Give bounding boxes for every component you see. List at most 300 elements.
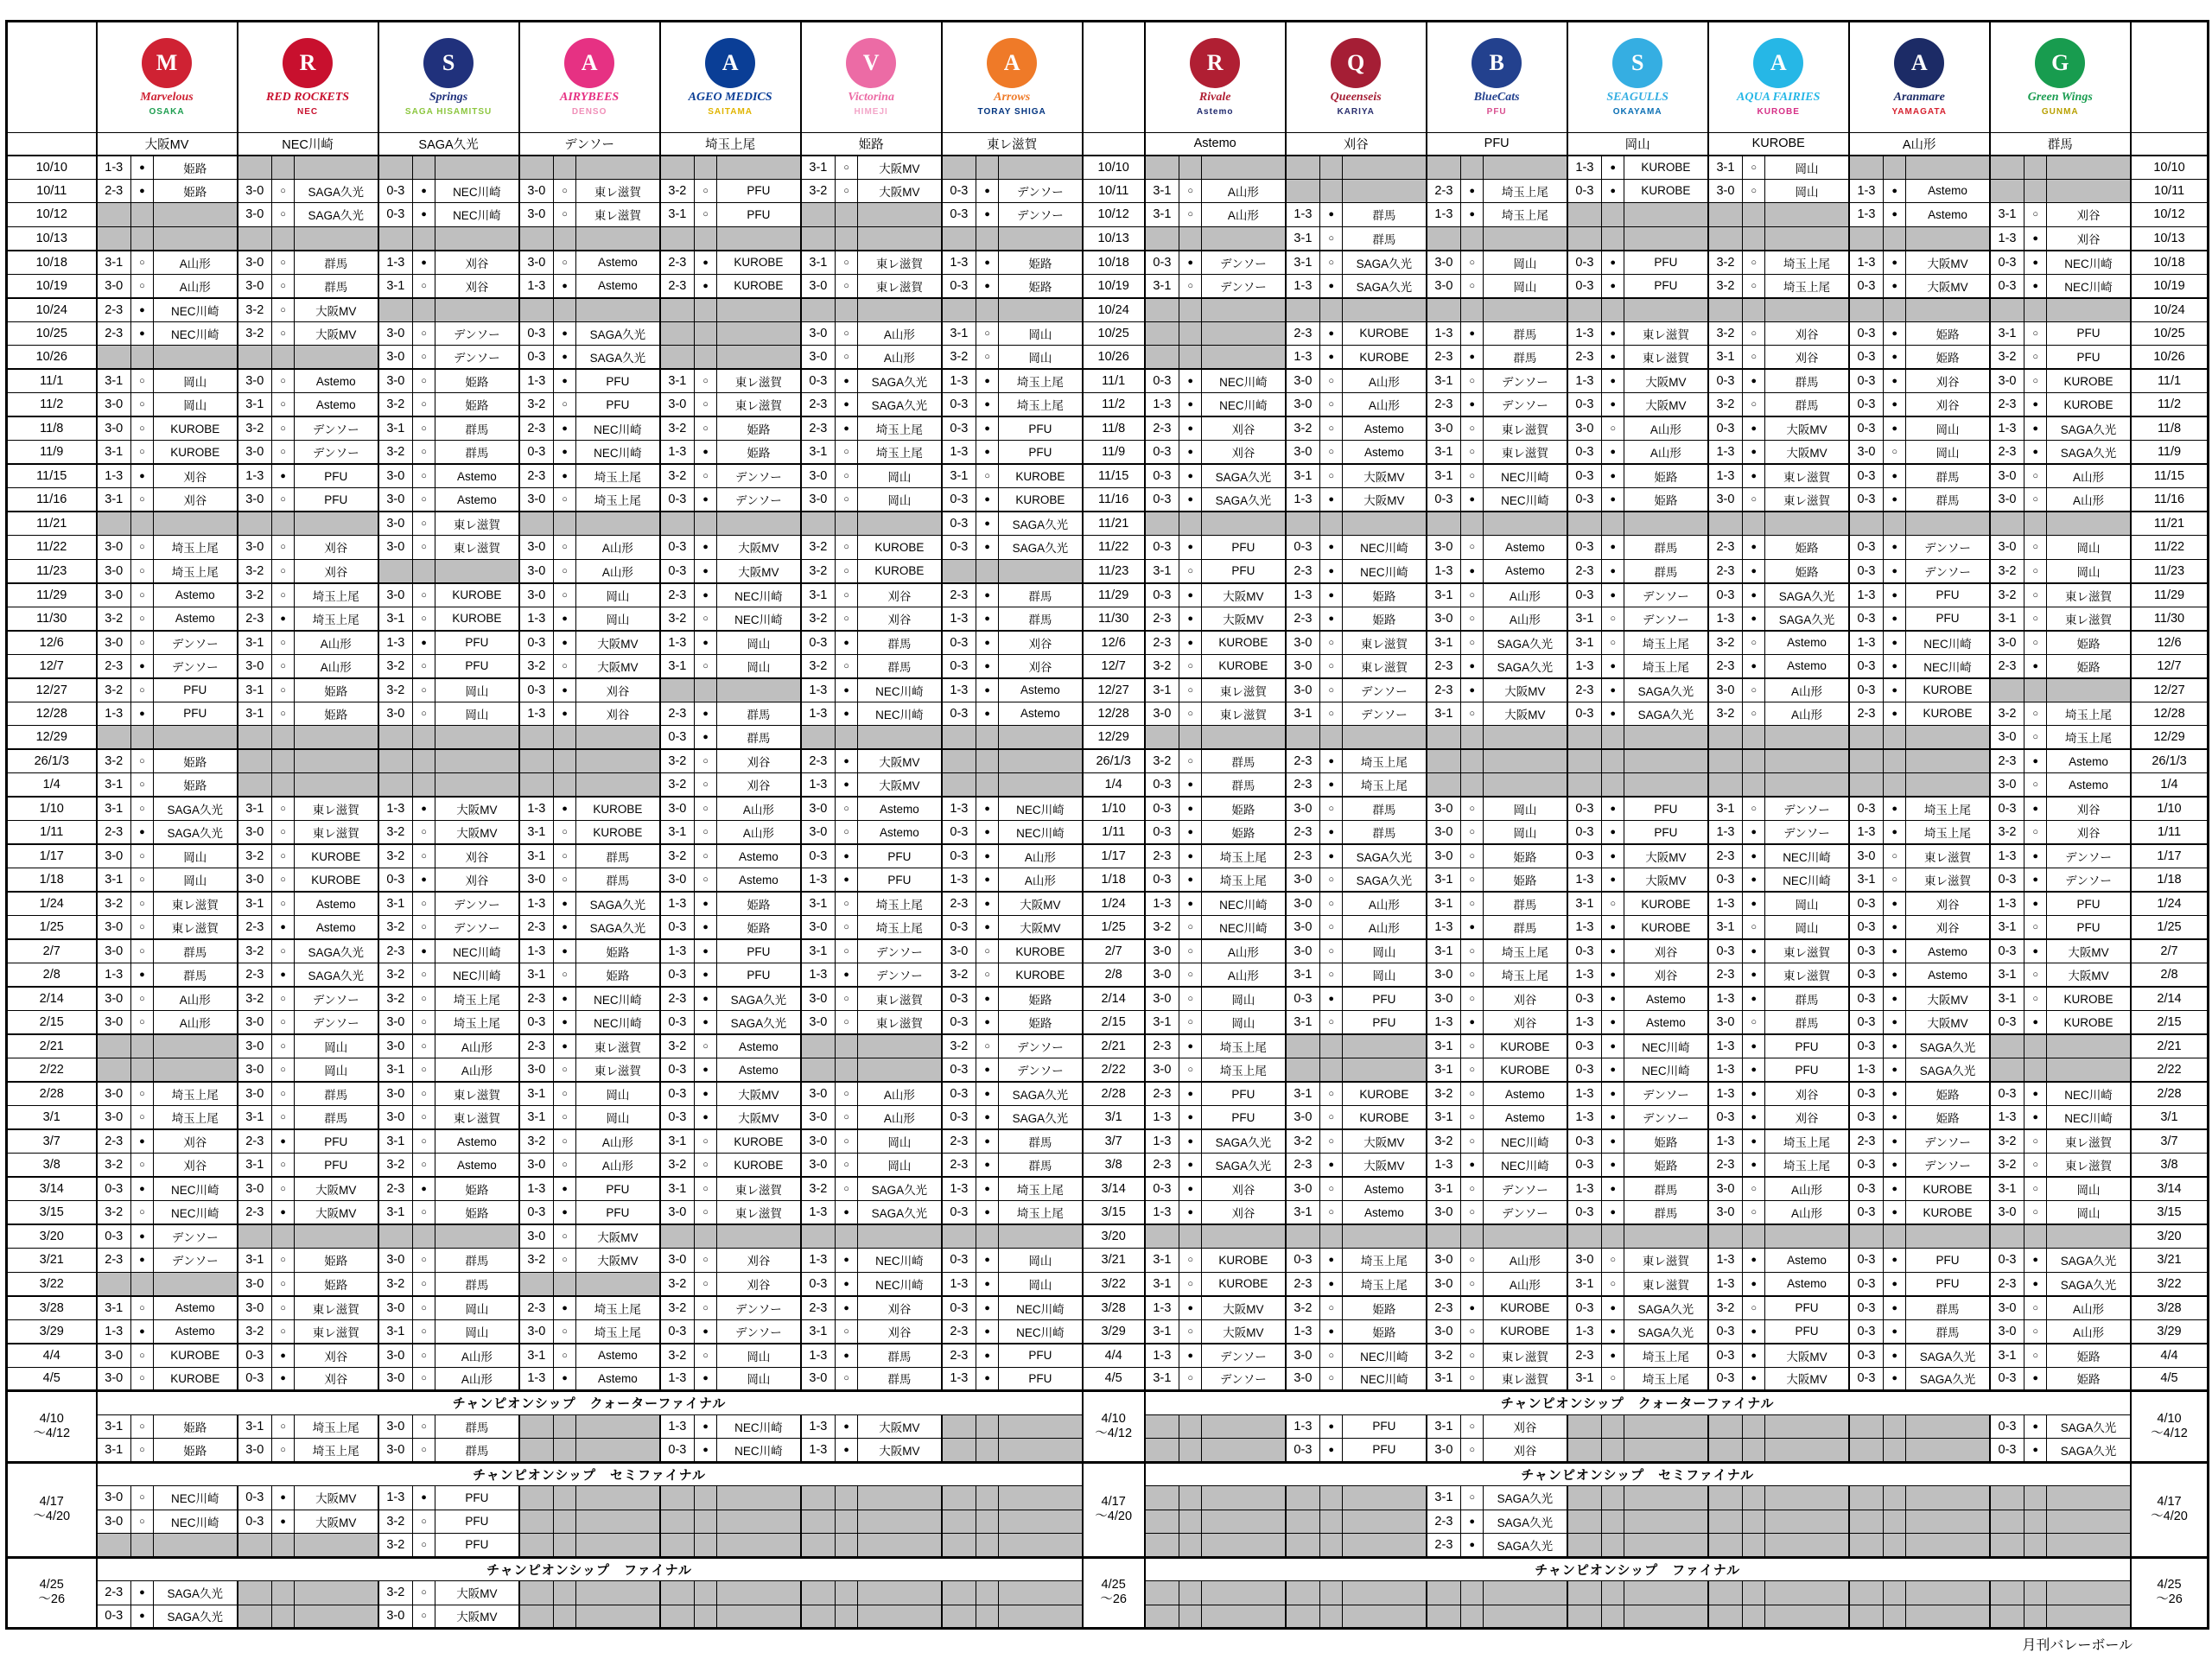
result-marker: ● xyxy=(1179,488,1202,512)
score-cell: 3-0 xyxy=(1427,536,1461,560)
score-cell: 3-2 xyxy=(1708,631,1743,655)
result-marker: ● xyxy=(1320,1439,1343,1463)
score-cell xyxy=(801,298,836,322)
result-marker: ○ xyxy=(131,1439,154,1463)
opponent-cell: SAGA久光 xyxy=(1624,1319,1708,1344)
score-cell: 0-3 xyxy=(1567,393,1602,417)
result-marker: ● xyxy=(1602,1011,1624,1035)
score-cell: 3-0 xyxy=(1427,963,1461,988)
result-marker: ● xyxy=(1461,1011,1484,1035)
result-marker: ● xyxy=(1743,1034,1765,1058)
result-marker: ○ xyxy=(131,631,154,655)
result-marker: ● xyxy=(976,797,999,821)
score-cell: 2-3 xyxy=(1145,631,1179,655)
score-cell: 1-3 xyxy=(801,1344,836,1368)
result-marker: ● xyxy=(695,1414,717,1439)
date-cell-left: 10/18 xyxy=(7,251,97,275)
opponent-cell: 大阪MV xyxy=(717,559,801,583)
opponent-cell: 群馬 xyxy=(1906,1296,1990,1320)
opponent-cell xyxy=(1765,512,1849,536)
score-cell xyxy=(1145,298,1179,322)
score-cell: 2-3 xyxy=(660,583,695,607)
result-marker: ○ xyxy=(131,939,154,963)
score-cell xyxy=(1567,726,1602,750)
result-marker: ● xyxy=(1884,464,1906,488)
score-cell xyxy=(1286,1534,1320,1558)
opponent-cell: NEC川崎 xyxy=(576,987,660,1011)
score-cell xyxy=(1849,1605,1884,1629)
score-cell: 3-0 xyxy=(1427,1249,1461,1273)
score-cell: 2-3 xyxy=(1286,821,1320,845)
score-cell xyxy=(1567,1224,1602,1249)
result-marker: ○ xyxy=(836,797,858,821)
opponent-cell: KUROBE xyxy=(2047,987,2131,1011)
score-cell: 3-0 xyxy=(1427,1272,1461,1296)
toray-shiga-logo xyxy=(943,38,1082,117)
score-cell: 3-2 xyxy=(97,1154,131,1178)
result-marker: ○ xyxy=(836,488,858,512)
score-cell: 0-3 xyxy=(942,631,976,655)
opponent-cell: 群馬 xyxy=(1484,346,1567,370)
date-cell-right: 3/15 xyxy=(2131,1201,2209,1225)
result-marker: ○ xyxy=(272,987,295,1011)
opponent-cell xyxy=(717,678,801,702)
result-marker: ● xyxy=(1179,1034,1202,1058)
date-cell-left: 2/28 xyxy=(7,1082,97,1106)
result-marker: ○ xyxy=(413,583,435,607)
score-cell: 2-3 xyxy=(1427,1534,1461,1558)
opponent-cell: 群馬 xyxy=(1624,1201,1708,1225)
opponent-cell xyxy=(999,559,1083,583)
result-marker: ○ xyxy=(1602,1272,1624,1296)
result-marker: ○ xyxy=(2024,464,2047,488)
date-cell-mid: 3/7 xyxy=(1083,1129,1145,1154)
score-cell: 0-3 xyxy=(942,179,976,203)
opponent-cell: Astemo xyxy=(717,1034,801,1058)
opponent-cell: 東レ滋賀 xyxy=(2047,1154,2131,1178)
date-cell-mid: 11/1 xyxy=(1083,369,1145,393)
result-marker: ● xyxy=(1743,464,1765,488)
opponent-cell xyxy=(1202,1486,1286,1510)
score-cell: 0-3 xyxy=(1567,274,1602,298)
result-marker: ○ xyxy=(413,416,435,441)
opponent-cell: 岡山 xyxy=(717,654,801,678)
result-marker: ● xyxy=(2024,274,2047,298)
opponent-cell: SAGA久光 xyxy=(576,346,660,370)
score-cell: 2-3 xyxy=(1145,1082,1179,1106)
result-marker: ● xyxy=(1179,1106,1202,1130)
score-cell: 3-1 xyxy=(1849,868,1884,893)
opponent-cell: A山形 xyxy=(999,868,1083,893)
result-marker: ○ xyxy=(272,1414,295,1439)
result-marker xyxy=(1179,1486,1202,1510)
result-marker: ● xyxy=(1179,1129,1202,1154)
score-cell xyxy=(801,1510,836,1534)
result-marker: ○ xyxy=(695,464,717,488)
score-cell: 2-3 xyxy=(378,1177,413,1201)
result-marker xyxy=(413,726,435,750)
result-marker: ● xyxy=(1884,1154,1906,1178)
date-cell-right: 4/4 xyxy=(2131,1344,2209,1368)
date-cell-left: 2/22 xyxy=(7,1058,97,1083)
result-marker: ○ xyxy=(1320,369,1343,393)
score-cell xyxy=(660,1224,695,1249)
opponent-cell: 大阪MV xyxy=(1484,702,1567,726)
result-marker: ○ xyxy=(1461,1129,1484,1154)
result-marker: ● xyxy=(131,179,154,203)
opponent-cell: SAGA久光 xyxy=(154,797,238,821)
opponent-cell: 岡山 xyxy=(1906,416,1990,441)
opponent-cell: Astemo xyxy=(154,1296,238,1320)
result-marker xyxy=(836,1534,858,1558)
opponent-cell: NEC川崎 xyxy=(1343,536,1427,560)
score-cell: 3-2 xyxy=(1708,321,1743,346)
result-marker: ● xyxy=(1743,987,1765,1011)
result-marker: ● xyxy=(2024,797,2047,821)
result-marker: ● xyxy=(2024,1367,2047,1391)
result-marker: ○ xyxy=(554,559,576,583)
result-marker: ● xyxy=(1179,797,1202,821)
score-cell: 3-1 xyxy=(660,1177,695,1201)
result-marker: ○ xyxy=(1461,892,1484,916)
opponent-cell: A山形 xyxy=(1202,203,1286,227)
result-marker: ○ xyxy=(1743,346,1765,370)
opponent-cell: Astemo xyxy=(1484,1106,1567,1130)
opponent-cell: 刈谷 xyxy=(435,274,519,298)
result-marker xyxy=(554,298,576,322)
result-marker: ○ xyxy=(1179,1272,1202,1296)
score-cell xyxy=(660,1534,695,1558)
opponent-cell: Astemo xyxy=(1906,939,1990,963)
result-marker: ● xyxy=(1602,583,1624,607)
score-cell: 0-3 xyxy=(1286,536,1320,560)
opponent-cell: PFU xyxy=(1906,1272,1990,1296)
score-cell: 1-3 xyxy=(1708,464,1743,488)
team-name-gunma: 群馬 xyxy=(1990,133,2131,156)
result-marker: ○ xyxy=(1461,821,1484,845)
result-marker: ○ xyxy=(1179,749,1202,773)
opponent-cell: 埼玉上尾 xyxy=(858,416,942,441)
opponent-cell: A山形 xyxy=(1484,1249,1567,1273)
score-cell xyxy=(1849,156,1884,180)
osaka-mv-logo-subtext: OSAKA xyxy=(149,107,185,117)
opponent-cell: KUROBE xyxy=(1484,1319,1567,1344)
opponent-cell: KUROBE xyxy=(295,868,378,893)
opponent-cell: 大阪MV xyxy=(295,321,378,346)
result-marker xyxy=(695,346,717,370)
result-marker: ○ xyxy=(413,464,435,488)
score-cell: 1-3 xyxy=(519,1177,554,1201)
score-cell xyxy=(1990,1058,2024,1083)
result-marker: ● xyxy=(1743,963,1765,988)
opponent-cell: 群馬 xyxy=(1343,821,1427,845)
opponent-cell: デンソー xyxy=(1484,369,1567,393)
result-marker: ● xyxy=(1320,821,1343,845)
date-cell-right: 1/24 xyxy=(2131,892,2209,916)
himeji-logo-icon: V xyxy=(846,38,896,88)
opponent-cell: 岡山 xyxy=(1765,156,1849,180)
score-cell: 3-2 xyxy=(378,393,413,417)
score-cell xyxy=(942,1534,976,1558)
score-cell xyxy=(942,1510,976,1534)
date-cell-left: 4/4 xyxy=(7,1344,97,1368)
opponent-cell: デンソー xyxy=(858,963,942,988)
score-cell xyxy=(801,1058,836,1083)
score-cell: 3-2 xyxy=(801,607,836,631)
opponent-cell: 東レ滋賀 xyxy=(295,821,378,845)
score-cell xyxy=(97,226,131,251)
opponent-cell: A山形 xyxy=(858,321,942,346)
opponent-cell: 埼玉上尾 xyxy=(1202,844,1286,868)
opponent-cell xyxy=(2047,1581,2131,1605)
score-cell: 3-1 xyxy=(1145,1011,1179,1035)
opponent-cell: 姫路 xyxy=(2047,631,2131,655)
opponent-cell: 大阪MV xyxy=(1343,464,1427,488)
score-cell xyxy=(660,1581,695,1605)
kurobe-logo-icon: A xyxy=(1753,38,1803,88)
result-marker: ● xyxy=(1179,536,1202,560)
opponent-cell: 姫路 xyxy=(1624,488,1708,512)
score-cell: 0-3 xyxy=(1849,797,1884,821)
result-marker: ● xyxy=(1320,346,1343,370)
score-cell: 3-2 xyxy=(378,1581,413,1605)
opponent-cell: 埼玉上尾 xyxy=(1765,1154,1849,1178)
result-marker: ● xyxy=(695,488,717,512)
opponent-cell xyxy=(154,726,238,750)
opponent-cell: 群馬 xyxy=(435,1439,519,1463)
score-cell: 1-3 xyxy=(1990,892,2024,916)
result-marker xyxy=(1461,1581,1484,1605)
result-marker xyxy=(413,559,435,583)
result-marker xyxy=(413,773,435,798)
result-marker: ○ xyxy=(131,583,154,607)
opponent-cell: NEC川崎 xyxy=(999,1319,1083,1344)
score-cell: 1-3 xyxy=(97,1319,131,1344)
score-cell: 0-3 xyxy=(660,726,695,750)
opponent-cell: Astemo xyxy=(1906,179,1990,203)
score-cell: 2-3 xyxy=(1145,1034,1179,1058)
opponent-cell xyxy=(1343,1486,1427,1510)
score-cell: 3-2 xyxy=(660,1154,695,1178)
opponent-cell: NEC川崎 xyxy=(154,298,238,322)
opponent-cell: 姫路 xyxy=(717,916,801,940)
date-cell-right: 1/17 xyxy=(2131,844,2209,868)
opponent-cell: 東レ滋賀 xyxy=(717,393,801,417)
result-marker xyxy=(2024,298,2047,322)
score-cell xyxy=(1849,749,1884,773)
opponent-cell: 大阪MV xyxy=(1765,416,1849,441)
result-marker: ○ xyxy=(2024,1154,2047,1178)
result-marker: ● xyxy=(1179,464,1202,488)
saga-hisamitsu-logo-cell xyxy=(378,22,519,133)
score-cell: 3-0 xyxy=(97,844,131,868)
opponent-cell: 姫路 xyxy=(717,441,801,465)
opponent-cell xyxy=(1202,1224,1286,1249)
opponent-cell: 刈谷 xyxy=(1202,1177,1286,1201)
opponent-cell xyxy=(1484,773,1567,798)
opponent-cell: 埼玉上尾 xyxy=(858,916,942,940)
result-marker: ● xyxy=(1320,559,1343,583)
score-cell: 2-3 xyxy=(1427,393,1461,417)
score-cell xyxy=(942,156,976,180)
result-marker: ● xyxy=(976,1082,999,1106)
opponent-cell xyxy=(1906,298,1990,322)
score-cell xyxy=(1145,726,1179,750)
score-cell xyxy=(801,1605,836,1629)
opponent-cell: 姫路 xyxy=(1906,1106,1990,1130)
score-cell xyxy=(1990,156,2024,180)
result-marker: ● xyxy=(131,1129,154,1154)
score-cell: 0-3 xyxy=(1567,441,1602,465)
score-cell: 3-1 xyxy=(1145,274,1179,298)
opponent-cell xyxy=(1765,1224,1849,1249)
score-cell: 1-3 xyxy=(1286,488,1320,512)
score-cell: 0-3 xyxy=(1567,702,1602,726)
score-cell xyxy=(1286,1224,1320,1249)
opponent-cell: NEC川崎 xyxy=(858,1272,942,1296)
result-marker: ○ xyxy=(1461,251,1484,275)
score-cell xyxy=(942,726,976,750)
opponent-cell: A山形 xyxy=(435,1367,519,1391)
opponent-cell: KUROBE xyxy=(576,821,660,845)
nec-kawasaki-logo-text: RED ROCKETS xyxy=(266,91,350,104)
result-marker: ● xyxy=(1320,321,1343,346)
opponent-cell: 刈谷 xyxy=(858,607,942,631)
result-marker: ● xyxy=(1320,987,1343,1011)
opponent-cell: NEC川崎 xyxy=(1765,844,1849,868)
score-cell: 1-3 xyxy=(519,369,554,393)
date-cell-mid: 1/18 xyxy=(1083,868,1145,893)
result-marker: ● xyxy=(1743,583,1765,607)
opponent-cell: 岡山 xyxy=(2047,1177,2131,1201)
result-marker xyxy=(1884,726,1906,750)
opponent-cell: Astemo xyxy=(1765,1272,1849,1296)
result-marker: ○ xyxy=(2024,607,2047,631)
result-marker: ○ xyxy=(2024,559,2047,583)
result-marker: ● xyxy=(272,464,295,488)
result-marker xyxy=(131,1058,154,1083)
opponent-cell: 埼玉上尾 xyxy=(576,1319,660,1344)
result-marker: ○ xyxy=(413,1414,435,1439)
score-cell: 3-1 xyxy=(1427,702,1461,726)
score-cell: 3-2 xyxy=(1990,559,2024,583)
result-marker: ○ xyxy=(836,274,858,298)
result-marker xyxy=(1461,156,1484,180)
score-cell: 1-3 xyxy=(97,156,131,180)
opponent-cell: 群馬 xyxy=(1343,203,1427,227)
score-cell: 3-0 xyxy=(378,1011,413,1035)
opponent-cell xyxy=(1765,1510,1849,1534)
opponent-cell: A山形 xyxy=(576,1154,660,1178)
result-marker xyxy=(1884,1486,1906,1510)
score-cell xyxy=(97,346,131,370)
score-cell: 3-1 xyxy=(1286,702,1320,726)
score-cell: 3-1 xyxy=(1286,963,1320,988)
date-cell-left: 2/7 xyxy=(7,939,97,963)
result-marker xyxy=(976,1510,999,1534)
opponent-cell xyxy=(1343,1510,1427,1534)
date-cell-left: 2/14 xyxy=(7,987,97,1011)
date-cell-left: 3/29 xyxy=(7,1319,97,1344)
score-cell: 3-2 xyxy=(378,1154,413,1178)
score-cell: 3-0 xyxy=(1990,1296,2024,1320)
score-cell xyxy=(1145,512,1179,536)
opponent-cell: 大阪MV xyxy=(858,179,942,203)
score-cell: 3-0 xyxy=(378,702,413,726)
opponent-cell: 東レ滋賀 xyxy=(858,1011,942,1035)
result-marker: ● xyxy=(976,1201,999,1225)
score-cell: 0-3 xyxy=(1849,1106,1884,1130)
opponent-cell: 東レ滋賀 xyxy=(295,797,378,821)
opponent-cell: 東レ滋賀 xyxy=(576,203,660,227)
result-marker: ○ xyxy=(1743,1177,1765,1201)
score-cell: 3-2 xyxy=(238,416,272,441)
opponent-cell: 群馬 xyxy=(1624,536,1708,560)
opponent-cell: 埼玉上尾 xyxy=(1343,773,1427,798)
result-marker xyxy=(554,1534,576,1558)
opponent-cell: 埼玉上尾 xyxy=(1624,1344,1708,1368)
date-cell-left: 1/11 xyxy=(7,821,97,845)
result-marker xyxy=(1179,1534,1202,1558)
score-cell: 3-1 xyxy=(1427,1486,1461,1510)
opponent-cell: 刈谷 xyxy=(1906,916,1990,940)
opponent-cell: SAGA久光 xyxy=(1343,844,1427,868)
result-marker: ○ xyxy=(131,441,154,465)
score-cell: 3-1 xyxy=(97,773,131,798)
result-marker xyxy=(1602,1605,1624,1629)
opponent-cell: 岡山 xyxy=(1906,441,1990,465)
opponent-cell xyxy=(576,773,660,798)
score-cell: 0-3 xyxy=(1849,346,1884,370)
result-marker: ● xyxy=(2024,226,2047,251)
result-marker: ● xyxy=(554,797,576,821)
result-marker: ● xyxy=(1179,251,1202,275)
score-cell: 3-2 xyxy=(660,1296,695,1320)
score-cell: 0-3 xyxy=(660,1439,695,1463)
score-cell: 3-0 xyxy=(519,868,554,893)
score-cell: 1-3 xyxy=(1708,441,1743,465)
score-cell: 3-0 xyxy=(238,1034,272,1058)
kurobe-logo-subtext: KUROBE xyxy=(1757,107,1800,117)
result-marker: ● xyxy=(1602,346,1624,370)
result-marker: ○ xyxy=(1320,868,1343,893)
result-marker: ● xyxy=(1320,844,1343,868)
opponent-cell: 大阪MV xyxy=(1906,251,1990,275)
score-cell: 3-1 xyxy=(1990,1177,2024,1201)
opponent-cell: KUROBE xyxy=(999,464,1083,488)
opponent-cell: 東レ滋賀 xyxy=(1484,1367,1567,1391)
opponent-cell: 群馬 xyxy=(1484,916,1567,940)
result-marker: ○ xyxy=(131,1154,154,1178)
result-marker: ● xyxy=(976,1344,999,1368)
result-marker: ● xyxy=(1179,773,1202,798)
score-cell: 0-3 xyxy=(1990,1011,2024,1035)
score-cell: 2-3 xyxy=(1990,749,2024,773)
pfu-logo-text: BlueCats xyxy=(1473,91,1520,104)
toray-shiga-logo-icon: A xyxy=(987,38,1037,88)
score-cell: 3-2 xyxy=(97,749,131,773)
result-marker: ○ xyxy=(272,1154,295,1178)
opponent-cell xyxy=(1343,1605,1427,1629)
result-marker: ○ xyxy=(1461,939,1484,963)
result-marker: ● xyxy=(2024,393,2047,417)
score-cell xyxy=(1145,226,1179,251)
opponent-cell xyxy=(154,1534,238,1558)
score-cell: 2-3 xyxy=(801,749,836,773)
result-marker: ○ xyxy=(695,797,717,821)
opponent-cell: 埼玉上尾 xyxy=(2047,702,2131,726)
opponent-cell: A山形 xyxy=(1484,1272,1567,1296)
